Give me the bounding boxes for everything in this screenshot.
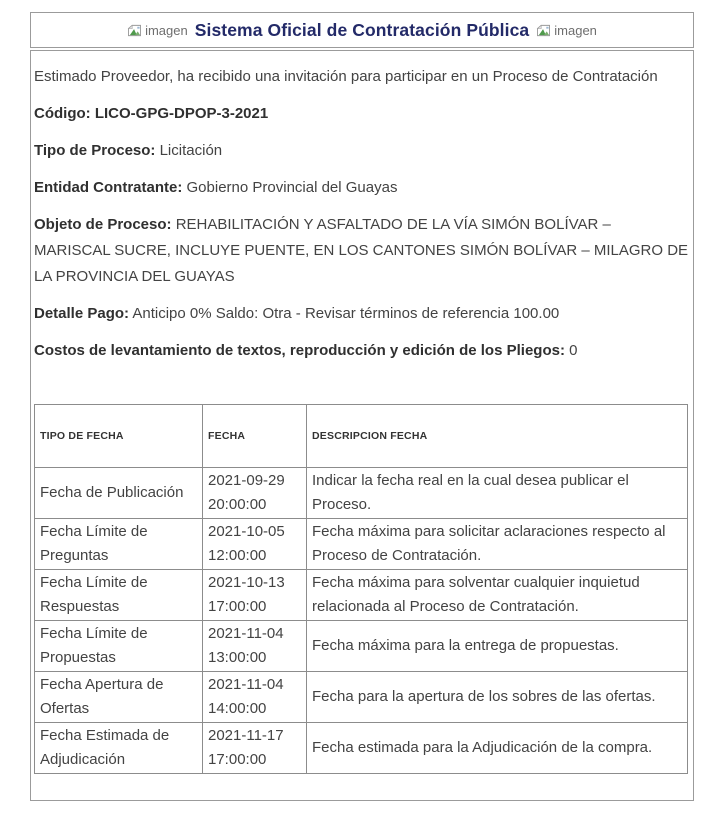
table-row [35,723,688,774]
field-value: Anticipo 0% Saldo: Otra - Revisar términos de referencia 100.00 [132,305,560,322]
field-value: Gobierno Provincial del Guayas [186,179,398,196]
field-tipo-proceso [34,138,690,164]
table-row [35,468,688,519]
broken-image-alt-text: imagen [145,22,188,38]
field-label: Entidad Contratante: [34,179,183,196]
column-header-tipo-de-fecha: TIPO DE FECHA [35,405,203,468]
cell-tipo: Fecha Estimada de Adjudicación [35,723,203,774]
broken-image-left [127,23,188,38]
cell-tipo: Fecha Límite de Preguntas [35,519,203,570]
cell-descripcion: Indicar la fecha real en la cual desea publicar el Proceso. [307,468,688,519]
cell-tipo: Fecha de Publicación [35,468,203,519]
table-header-row [35,405,688,468]
dates-table [34,404,688,774]
field-detalle-pago [34,301,690,327]
field-label: Tipo de Proceso: [34,142,156,159]
table-row [35,519,688,570]
cell-fecha: 2021-10-13 17:00:00 [203,570,307,621]
intro-text: Estimado Proveedor, ha recibido una invitación para participar en un Proceso de Contratación [34,68,658,85]
cell-fecha: 2021-11-17 17:00:00 [203,723,307,774]
field-entidad-contratante [34,175,690,201]
cell-descripcion: Fecha estimada para la Adjudicación de la compra. [307,723,688,774]
page-title: Sistema Oficial de Contratación Pública [194,19,530,40]
column-header-descripcion-fecha: DESCRIPCION FECHA [307,405,688,468]
field-value: LICO-GPG-DPOP-3-2021 [94,105,269,122]
cell-descripcion: Fecha máxima para solventar cualquier inquietud relacionada al Proceso de Contratación. [307,570,688,621]
cell-fecha: 2021-11-04 14:00:00 [203,672,307,723]
table-row [35,672,688,723]
cell-tipo: Fecha Límite de Propuestas [35,621,203,672]
table-row [35,570,688,621]
column-header-fecha: FECHA [203,405,307,468]
cell-descripcion: Fecha máxima para solicitar aclaraciones respecto al Proceso de Contratación. [307,519,688,570]
field-value: REHABILITACIÓN Y ASFALTADO DE LA VÍA SIMÓN BOLÍVAR – MARISCAL SUCRE, INCLUYE PUENTE, EN LOS CANTONES SIMÓN BOLÍVAR – MILAGRO DE LA PROVINCIA DEL GUAYAS [34,216,689,285]
field-objeto-proceso [34,212,690,290]
field-label: Costos de levantamiento de textos, reproducción y edición de los Pliegos: [34,342,565,359]
cell-descripcion: Fecha para la apertura de los sobres de las ofertas. [307,672,688,723]
cell-fecha: 2021-10-05 12:00:00 [203,519,307,570]
field-label: Objeto de Proceso: [34,216,172,233]
field-value: 0 [569,342,578,359]
table-row [35,621,688,672]
cell-tipo: Fecha Límite de Respuestas [35,570,203,621]
cell-fecha: 2021-11-04 13:00:00 [203,621,307,672]
field-label: Detalle Pago: [34,305,130,322]
cell-descripcion: Fecha máxima para la entrega de propuestas. [307,621,688,672]
header-banner [30,12,694,48]
broken-image-icon [536,24,551,37]
cell-tipo: Fecha Apertura de Ofertas [35,672,203,723]
cell-fecha: 2021-09-29 20:00:00 [203,468,307,519]
broken-image-icon [127,24,142,37]
content-body [30,50,694,801]
field-label: Código: [34,105,91,122]
broken-image-alt-text: imagen [554,22,597,38]
field-costos-pliegos [34,338,690,364]
field-value: Licitación [159,142,223,159]
field-codigo [34,101,690,127]
broken-image-right [536,23,597,38]
